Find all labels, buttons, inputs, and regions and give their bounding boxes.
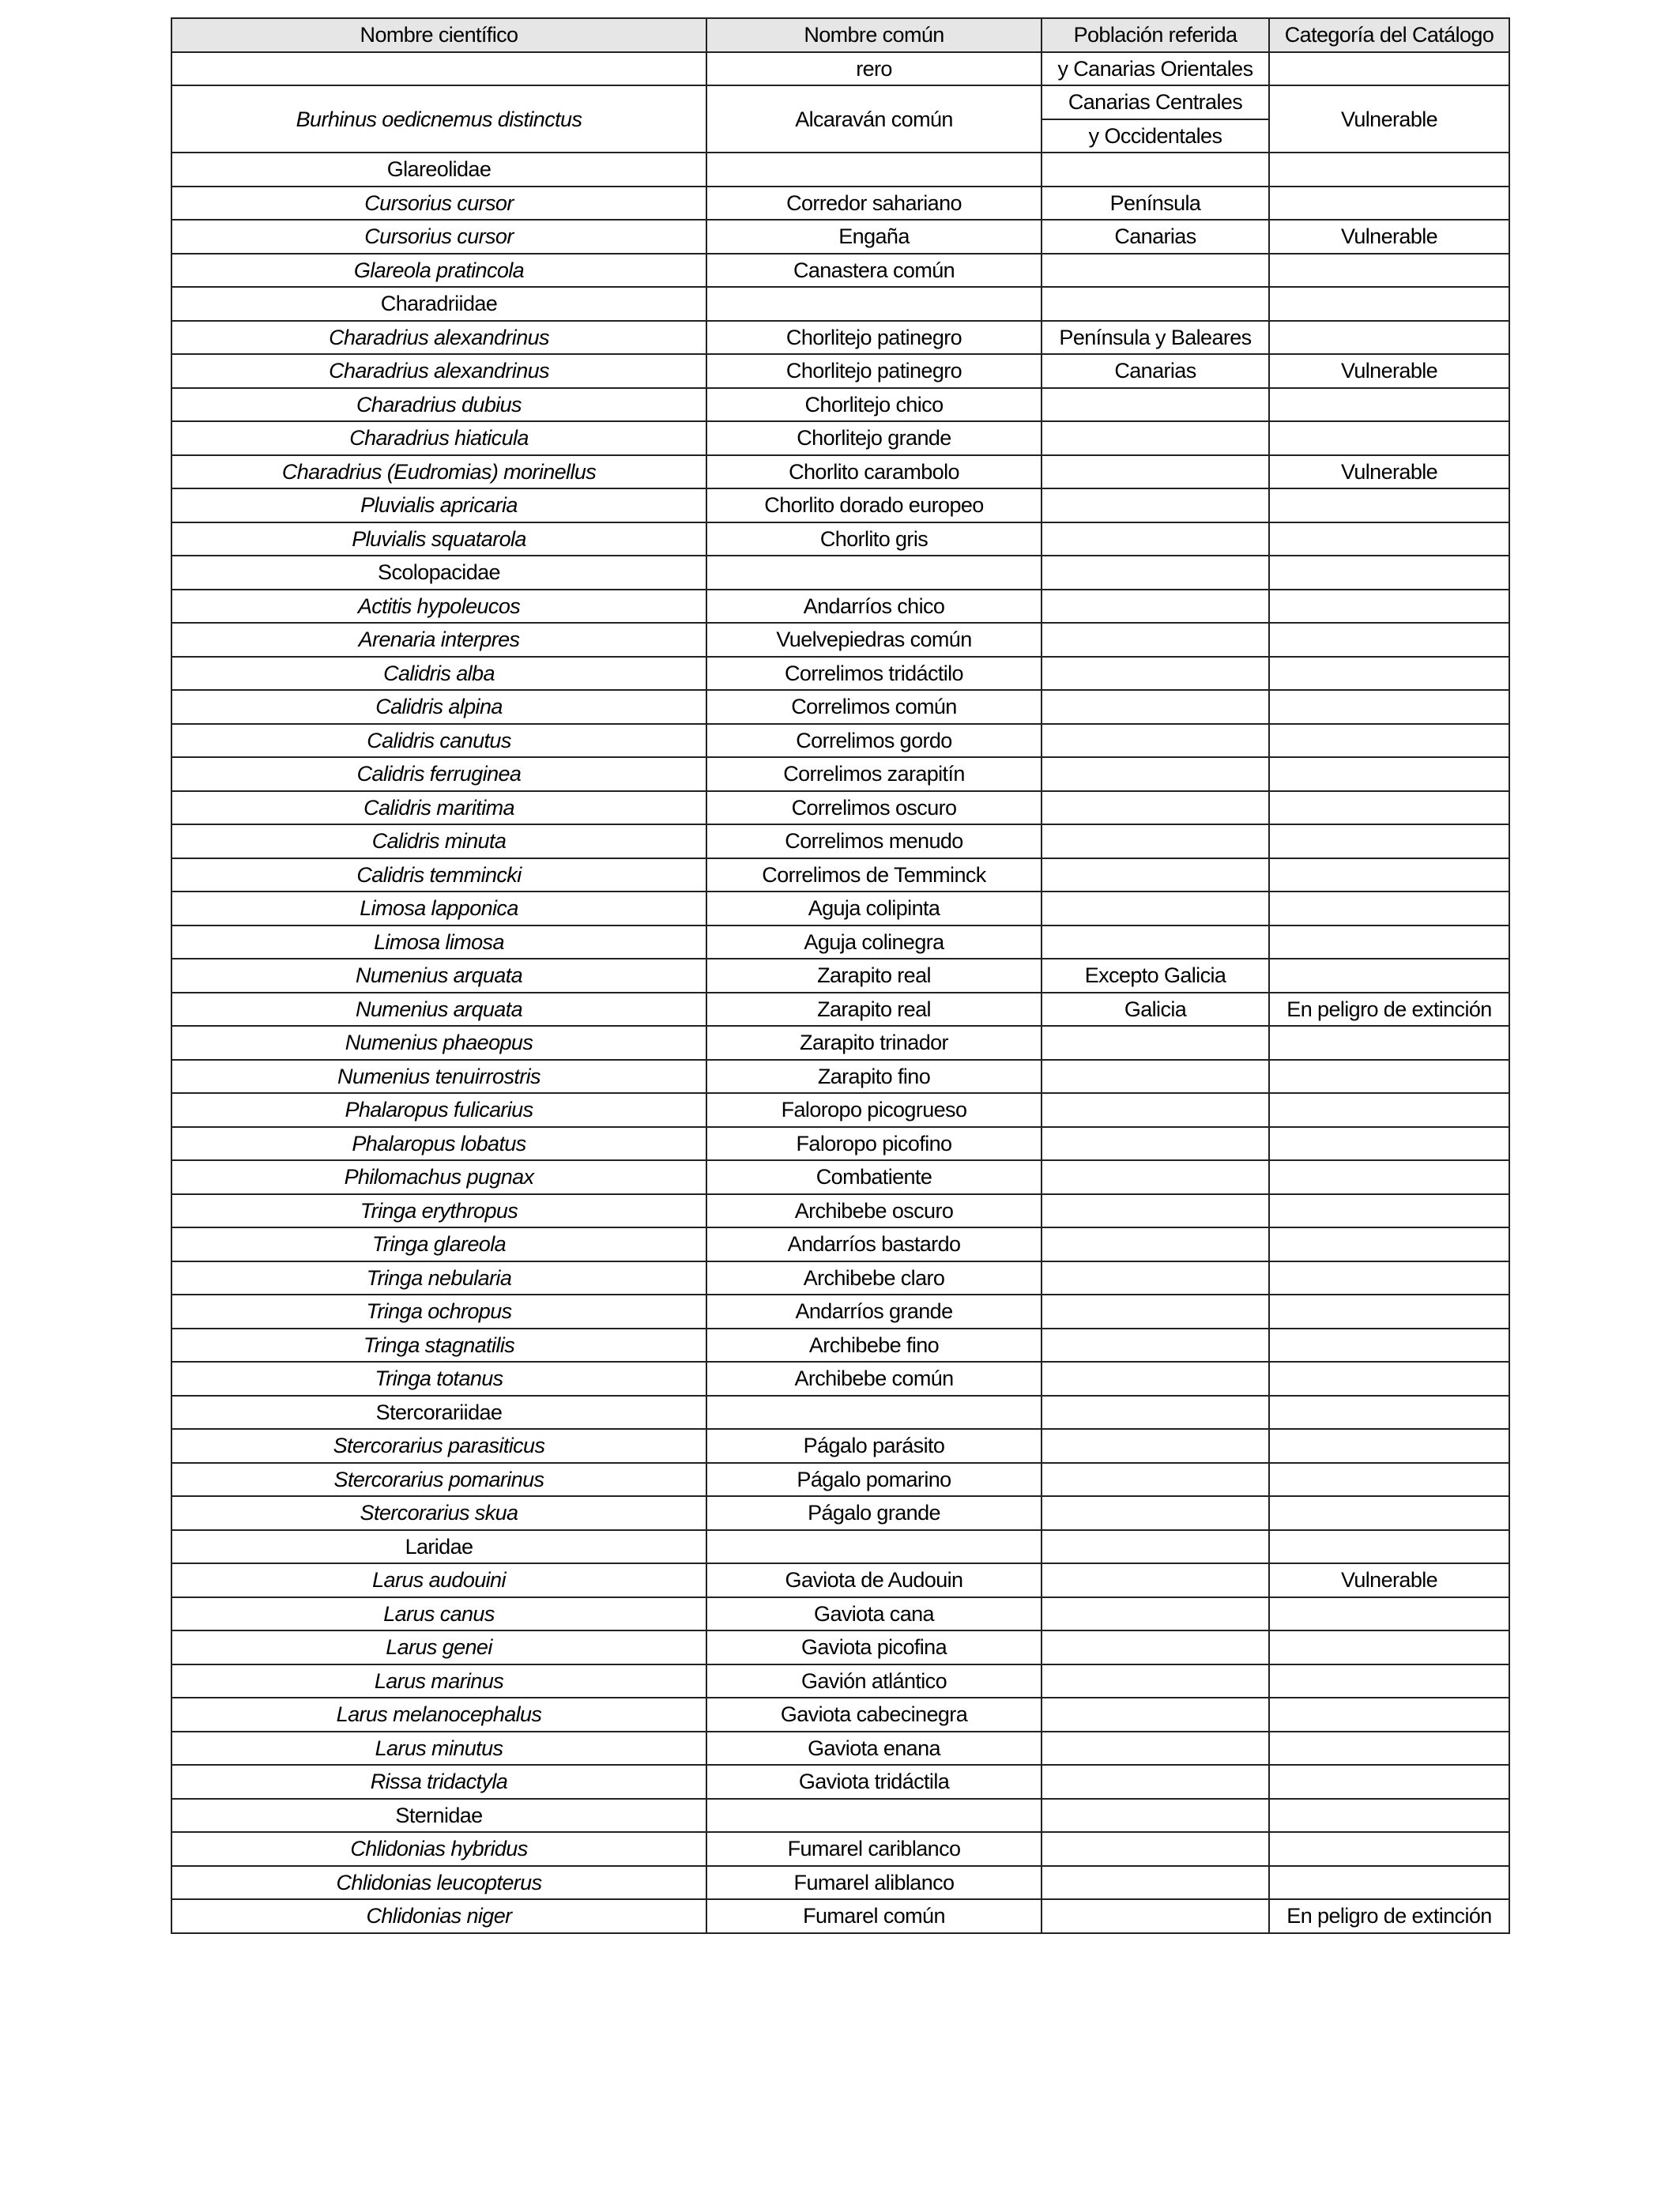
cell-scientific-name: Chlidonias leucopterus bbox=[171, 1866, 706, 1900]
cell-category bbox=[1269, 1194, 1509, 1228]
cell-category bbox=[1269, 757, 1509, 791]
table-row bbox=[171, 925, 1509, 959]
cell-population: Canarias Centrales bbox=[1042, 85, 1269, 119]
cell-population bbox=[1042, 1429, 1269, 1463]
cell-common-name bbox=[706, 1799, 1042, 1833]
cell-common-name: Correlimos común bbox=[706, 690, 1042, 724]
cell-population bbox=[1042, 522, 1269, 556]
cell-category bbox=[1269, 52, 1509, 86]
cell-common-name: Engaña bbox=[706, 220, 1042, 254]
cell-common-name: Gaviota tridáctila bbox=[706, 1765, 1042, 1799]
cell-population bbox=[1042, 858, 1269, 892]
family-row bbox=[171, 556, 1509, 590]
family-row bbox=[171, 153, 1509, 187]
cell-population bbox=[1042, 1732, 1269, 1766]
table-row bbox=[171, 1664, 1509, 1698]
cell-scientific-name: Stercorarius parasiticus bbox=[171, 1429, 706, 1463]
header-common-name: Nombre común bbox=[706, 18, 1042, 52]
cell-common-name bbox=[706, 153, 1042, 187]
cell-population bbox=[1042, 153, 1269, 187]
cell-scientific-name: Calidris maritima bbox=[171, 791, 706, 825]
table-row bbox=[171, 1329, 1509, 1363]
cell-scientific-name: Charadriidae bbox=[171, 287, 706, 321]
cell-population bbox=[1042, 254, 1269, 288]
cell-common-name: Andarríos bastardo bbox=[706, 1227, 1042, 1261]
table-row bbox=[171, 1127, 1509, 1161]
cell-common-name: Zarapito fino bbox=[706, 1060, 1042, 1094]
cell-common-name: Vuelvepiedras común bbox=[706, 623, 1042, 657]
cell-scientific-name: Philomachus pugnax bbox=[171, 1160, 706, 1194]
table-row bbox=[171, 187, 1509, 221]
table-row bbox=[171, 1899, 1509, 1933]
cell-category: En peligro de extinción bbox=[1269, 993, 1509, 1027]
table-row bbox=[171, 321, 1509, 355]
table-row bbox=[171, 1194, 1509, 1228]
cell-common-name: Correlimos menudo bbox=[706, 824, 1042, 858]
cell-category bbox=[1269, 1127, 1509, 1161]
cell-category bbox=[1269, 1597, 1509, 1631]
cell-population bbox=[1042, 690, 1269, 724]
cell-scientific-name: Limosa lapponica bbox=[171, 892, 706, 925]
table-row bbox=[171, 354, 1509, 388]
cell-population bbox=[1042, 724, 1269, 758]
cell-scientific-name: Glareolidae bbox=[171, 153, 706, 187]
cell-category: Vulnerable bbox=[1269, 85, 1509, 153]
cell-common-name: Combatiente bbox=[706, 1160, 1042, 1194]
cell-population bbox=[1042, 1698, 1269, 1732]
table-row bbox=[171, 1866, 1509, 1900]
cell-common-name bbox=[706, 1530, 1042, 1564]
cell-scientific-name: Burhinus oedicnemus distinctus bbox=[171, 85, 706, 153]
cell-population bbox=[1042, 1261, 1269, 1295]
cell-population: Canarias bbox=[1042, 354, 1269, 388]
cell-category bbox=[1269, 690, 1509, 724]
cell-scientific-name: Pluvialis apricaria bbox=[171, 488, 706, 522]
cell-scientific-name: Calidris ferruginea bbox=[171, 757, 706, 791]
cell-population bbox=[1042, 556, 1269, 590]
table-row bbox=[171, 1832, 1509, 1866]
cell-category bbox=[1269, 388, 1509, 422]
cell-population bbox=[1042, 455, 1269, 489]
cell-category bbox=[1269, 187, 1509, 221]
cell-common-name: Zarapito real bbox=[706, 959, 1042, 993]
cell-category bbox=[1269, 590, 1509, 624]
cell-scientific-name: Laridae bbox=[171, 1530, 706, 1564]
cell-population bbox=[1042, 1362, 1269, 1396]
family-row bbox=[171, 287, 1509, 321]
cell-population bbox=[1042, 757, 1269, 791]
table-row bbox=[171, 1732, 1509, 1766]
cell-common-name: Gaviota cana bbox=[706, 1597, 1042, 1631]
cell-category bbox=[1269, 1060, 1509, 1094]
cell-scientific-name: Rissa tridactyla bbox=[171, 1765, 706, 1799]
cell-scientific-name: Tringa erythropus bbox=[171, 1194, 706, 1228]
cell-category bbox=[1269, 1530, 1509, 1564]
table-row bbox=[171, 388, 1509, 422]
cell-scientific-name: Tringa stagnatilis bbox=[171, 1329, 706, 1363]
cell-population: Excepto Galicia bbox=[1042, 959, 1269, 993]
cell-category bbox=[1269, 153, 1509, 187]
header-population: Población referida bbox=[1042, 18, 1269, 52]
cell-category bbox=[1269, 1261, 1509, 1295]
cell-category bbox=[1269, 1732, 1509, 1766]
cell-scientific-name: Calidris alpina bbox=[171, 690, 706, 724]
table-row bbox=[171, 1026, 1509, 1060]
cell-population bbox=[1042, 1866, 1269, 1900]
cell-population bbox=[1042, 1329, 1269, 1363]
cell-common-name: Chorlito carambolo bbox=[706, 455, 1042, 489]
cell-scientific-name: Arenaria interpres bbox=[171, 623, 706, 657]
table-body bbox=[171, 52, 1509, 1933]
cell-scientific-name: Larus minutus bbox=[171, 1732, 706, 1766]
cell-common-name: Archibebe oscuro bbox=[706, 1194, 1042, 1228]
cell-common-name: Corredor sahariano bbox=[706, 187, 1042, 221]
cell-category bbox=[1269, 1496, 1509, 1530]
table-row bbox=[171, 824, 1509, 858]
table-row bbox=[171, 993, 1509, 1027]
cell-category bbox=[1269, 824, 1509, 858]
table-row bbox=[171, 1463, 1509, 1497]
cell-category bbox=[1269, 1799, 1509, 1833]
cell-scientific-name: Limosa limosa bbox=[171, 925, 706, 959]
table-row bbox=[171, 455, 1509, 489]
cell-common-name: Faloropo picofino bbox=[706, 1127, 1042, 1161]
cell-common-name: Alcaraván común bbox=[706, 85, 1042, 153]
cell-population: Galicia bbox=[1042, 993, 1269, 1027]
cell-category: Vulnerable bbox=[1269, 220, 1509, 254]
cell-category bbox=[1269, 522, 1509, 556]
cell-scientific-name: Charadrius hiaticula bbox=[171, 421, 706, 455]
cell-category bbox=[1269, 1866, 1509, 1900]
cell-scientific-name: Stercorarius skua bbox=[171, 1496, 706, 1530]
table-row bbox=[171, 1496, 1509, 1530]
cell-scientific-name: Chlidonias hybridus bbox=[171, 1832, 706, 1866]
cell-category bbox=[1269, 1295, 1509, 1329]
cell-category: En peligro de extinción bbox=[1269, 1899, 1509, 1933]
cell-scientific-name: Glareola pratincola bbox=[171, 254, 706, 288]
cell-scientific-name: Larus melanocephalus bbox=[171, 1698, 706, 1732]
table-row bbox=[171, 858, 1509, 892]
cell-scientific-name: Phalaropus lobatus bbox=[171, 1127, 706, 1161]
cell-common-name: Chorlitejo grande bbox=[706, 421, 1042, 455]
cell-category bbox=[1269, 892, 1509, 925]
cell-population bbox=[1042, 824, 1269, 858]
cell-common-name: Zarapito real bbox=[706, 993, 1042, 1027]
cell-population: Península bbox=[1042, 187, 1269, 221]
cell-population bbox=[1042, 1496, 1269, 1530]
cell-category bbox=[1269, 421, 1509, 455]
table-row bbox=[171, 1563, 1509, 1597]
cell-category bbox=[1269, 556, 1509, 590]
table-row bbox=[171, 959, 1509, 993]
cell-category bbox=[1269, 1026, 1509, 1060]
table-row bbox=[171, 1765, 1509, 1799]
header-row bbox=[171, 18, 1509, 52]
table-header bbox=[171, 18, 1509, 52]
cell-category bbox=[1269, 254, 1509, 288]
cell-population: Península y Baleares bbox=[1042, 321, 1269, 355]
family-row bbox=[171, 1799, 1509, 1833]
table-row bbox=[171, 690, 1509, 724]
cell-population bbox=[1042, 421, 1269, 455]
cell-population bbox=[1042, 1597, 1269, 1631]
cell-category: Vulnerable bbox=[1269, 455, 1509, 489]
cell-scientific-name: Tringa totanus bbox=[171, 1362, 706, 1396]
cell-common-name bbox=[706, 287, 1042, 321]
table-row bbox=[171, 1261, 1509, 1295]
cell-scientific-name: Chlidonias niger bbox=[171, 1899, 706, 1933]
table-row bbox=[171, 623, 1509, 657]
cell-scientific-name: Cursorius cursor bbox=[171, 187, 706, 221]
cell-population bbox=[1042, 1463, 1269, 1497]
cell-common-name: Gaviota cabecinegra bbox=[706, 1698, 1042, 1732]
cell-common-name: Zarapito trinador bbox=[706, 1026, 1042, 1060]
cell-common-name: Archibebe fino bbox=[706, 1329, 1042, 1363]
cell-category bbox=[1269, 791, 1509, 825]
table-row bbox=[171, 1060, 1509, 1094]
cell-population bbox=[1042, 1899, 1269, 1933]
cell-category bbox=[1269, 1429, 1509, 1463]
cell-common-name bbox=[706, 556, 1042, 590]
cell-category bbox=[1269, 1630, 1509, 1664]
cell-category bbox=[1269, 724, 1509, 758]
cell-category bbox=[1269, 623, 1509, 657]
table-row bbox=[171, 892, 1509, 925]
cell-common-name: Faloropo picogrueso bbox=[706, 1093, 1042, 1127]
table-row bbox=[171, 1295, 1509, 1329]
family-row bbox=[171, 1396, 1509, 1430]
cell-common-name: Fumarel cariblanco bbox=[706, 1832, 1042, 1866]
cell-scientific-name: Charadrius alexandrinus bbox=[171, 321, 706, 355]
cell-category bbox=[1269, 1396, 1509, 1430]
table-row bbox=[171, 1227, 1509, 1261]
table-row bbox=[171, 220, 1509, 254]
cell-population: y Canarias Orientales bbox=[1042, 52, 1269, 86]
cell-population bbox=[1042, 287, 1269, 321]
cell-population bbox=[1042, 1093, 1269, 1127]
cell-scientific-name: Sternidae bbox=[171, 1799, 706, 1833]
table-row bbox=[171, 791, 1509, 825]
cell-scientific-name: Larus audouini bbox=[171, 1563, 706, 1597]
cell-category bbox=[1269, 1362, 1509, 1396]
cell-common-name: Chorlito gris bbox=[706, 522, 1042, 556]
cell-scientific-name: Tringa ochropus bbox=[171, 1295, 706, 1329]
cell-common-name: Archibebe común bbox=[706, 1362, 1042, 1396]
cell-common-name: Aguja colipinta bbox=[706, 892, 1042, 925]
cell-population bbox=[1042, 1295, 1269, 1329]
cell-population bbox=[1042, 925, 1269, 959]
cell-scientific-name: Larus canus bbox=[171, 1597, 706, 1631]
cell-scientific-name: Calidris minuta bbox=[171, 824, 706, 858]
cell-population bbox=[1042, 1227, 1269, 1261]
cell-scientific-name: Tringa glareola bbox=[171, 1227, 706, 1261]
cell-category bbox=[1269, 858, 1509, 892]
cell-population bbox=[1042, 590, 1269, 624]
cell-scientific-name: Stercorarius pomarinus bbox=[171, 1463, 706, 1497]
table-row bbox=[171, 421, 1509, 455]
table-row bbox=[171, 1160, 1509, 1194]
table-row bbox=[171, 1698, 1509, 1732]
cell-scientific-name: Calidris temmincki bbox=[171, 858, 706, 892]
cell-common-name: Gaviota enana bbox=[706, 1732, 1042, 1766]
cell-common-name: Gaviota picofina bbox=[706, 1630, 1042, 1664]
cell-category bbox=[1269, 959, 1509, 993]
header-scientific-name: Nombre científico bbox=[171, 18, 706, 52]
cell-category bbox=[1269, 1160, 1509, 1194]
cell-scientific-name: Larus marinus bbox=[171, 1664, 706, 1698]
cell-common-name: Págalo grande bbox=[706, 1496, 1042, 1530]
table-row bbox=[171, 1362, 1509, 1396]
cell-population: Canarias bbox=[1042, 220, 1269, 254]
cell-scientific-name: Scolopacidae bbox=[171, 556, 706, 590]
cell-scientific-name bbox=[171, 52, 706, 86]
cell-scientific-name: Stercorariidae bbox=[171, 1396, 706, 1430]
cell-category bbox=[1269, 1664, 1509, 1698]
table-row bbox=[171, 757, 1509, 791]
cell-population bbox=[1042, 623, 1269, 657]
cell-population bbox=[1042, 1530, 1269, 1564]
cell-common-name: Chorlitejo patinegro bbox=[706, 321, 1042, 355]
cell-common-name: Chorlitejo chico bbox=[706, 388, 1042, 422]
cell-common-name: Gavión atlántico bbox=[706, 1664, 1042, 1698]
cell-population bbox=[1042, 657, 1269, 691]
cell-category bbox=[1269, 1698, 1509, 1732]
cell-scientific-name: Calidris canutus bbox=[171, 724, 706, 758]
table-row bbox=[171, 657, 1509, 691]
cell-common-name: Correlimos gordo bbox=[706, 724, 1042, 758]
cell-population bbox=[1042, 1832, 1269, 1866]
cell-category bbox=[1269, 321, 1509, 355]
cell-category: Vulnerable bbox=[1269, 1563, 1509, 1597]
cell-population bbox=[1042, 1799, 1269, 1833]
cell-population bbox=[1042, 1765, 1269, 1799]
cell-common-name: Gaviota de Audouin bbox=[706, 1563, 1042, 1597]
cell-population: y Occidentales bbox=[1042, 119, 1269, 153]
cell-common-name: Archibebe claro bbox=[706, 1261, 1042, 1295]
cell-population bbox=[1042, 1060, 1269, 1094]
cell-category bbox=[1269, 1329, 1509, 1363]
cell-category bbox=[1269, 657, 1509, 691]
cell-common-name: Andarríos chico bbox=[706, 590, 1042, 624]
table-row bbox=[171, 254, 1509, 288]
cell-scientific-name: Larus genei bbox=[171, 1630, 706, 1664]
cell-common-name: Andarríos grande bbox=[706, 1295, 1042, 1329]
table-row bbox=[171, 488, 1509, 522]
cell-population bbox=[1042, 388, 1269, 422]
cell-scientific-name: Phalaropus fulicarius bbox=[171, 1093, 706, 1127]
table-row bbox=[171, 1597, 1509, 1631]
table-row bbox=[171, 1429, 1509, 1463]
table-row bbox=[171, 724, 1509, 758]
cell-scientific-name: Tringa nebularia bbox=[171, 1261, 706, 1295]
cell-common-name: Correlimos tridáctilo bbox=[706, 657, 1042, 691]
cell-common-name: Correlimos zarapitín bbox=[706, 757, 1042, 791]
header-catalog-category: Categoría del Catálogo bbox=[1269, 18, 1509, 52]
cell-scientific-name: Calidris alba bbox=[171, 657, 706, 691]
cell-scientific-name: Cursorius cursor bbox=[171, 220, 706, 254]
cell-population bbox=[1042, 1127, 1269, 1161]
cell-scientific-name: Charadrius (Eudromias) morinellus bbox=[171, 455, 706, 489]
cell-category bbox=[1269, 1832, 1509, 1866]
cell-population bbox=[1042, 1563, 1269, 1597]
cell-population bbox=[1042, 1664, 1269, 1698]
cell-category bbox=[1269, 1765, 1509, 1799]
cell-category bbox=[1269, 488, 1509, 522]
cell-scientific-name: Pluvialis squatarola bbox=[171, 522, 706, 556]
species-catalog-table bbox=[171, 17, 1510, 1934]
cell-scientific-name: Charadrius dubius bbox=[171, 388, 706, 422]
cell-common-name: Aguja colinegra bbox=[706, 925, 1042, 959]
cell-common-name: Fumarel aliblanco bbox=[706, 1866, 1042, 1900]
cell-population bbox=[1042, 488, 1269, 522]
cell-common-name: Chorlito dorado europeo bbox=[706, 488, 1042, 522]
table-row bbox=[171, 1093, 1509, 1127]
cell-population bbox=[1042, 1026, 1269, 1060]
table-row bbox=[171, 52, 1509, 86]
cell-common-name: Fumarel común bbox=[706, 1899, 1042, 1933]
cell-population bbox=[1042, 791, 1269, 825]
cell-common-name bbox=[706, 1396, 1042, 1430]
table-row bbox=[171, 522, 1509, 556]
cell-scientific-name: Charadrius alexandrinus bbox=[171, 354, 706, 388]
cell-population bbox=[1042, 892, 1269, 925]
cell-population bbox=[1042, 1396, 1269, 1430]
cell-population bbox=[1042, 1630, 1269, 1664]
cell-population bbox=[1042, 1194, 1269, 1228]
table-row bbox=[171, 590, 1509, 624]
cell-common-name: Págalo pomarino bbox=[706, 1463, 1042, 1497]
cell-common-name: Págalo parásito bbox=[706, 1429, 1042, 1463]
cell-category bbox=[1269, 925, 1509, 959]
cell-common-name: rero bbox=[706, 52, 1042, 86]
table-row bbox=[171, 85, 1509, 119]
cell-category: Vulnerable bbox=[1269, 354, 1509, 388]
cell-category bbox=[1269, 1463, 1509, 1497]
cell-scientific-name: Numenius arquata bbox=[171, 959, 706, 993]
cell-scientific-name: Numenius tenuirrostris bbox=[171, 1060, 706, 1094]
table-row bbox=[171, 1630, 1509, 1664]
cell-category bbox=[1269, 287, 1509, 321]
cell-common-name: Chorlitejo patinegro bbox=[706, 354, 1042, 388]
cell-common-name: Correlimos oscuro bbox=[706, 791, 1042, 825]
cell-category bbox=[1269, 1227, 1509, 1261]
cell-common-name: Correlimos de Temminck bbox=[706, 858, 1042, 892]
cell-population bbox=[1042, 1160, 1269, 1194]
cell-scientific-name: Numenius phaeopus bbox=[171, 1026, 706, 1060]
cell-common-name: Canastera común bbox=[706, 254, 1042, 288]
cell-category bbox=[1269, 1093, 1509, 1127]
family-row bbox=[171, 1530, 1509, 1564]
cell-scientific-name: Numenius arquata bbox=[171, 993, 706, 1027]
cell-scientific-name: Actitis hypoleucos bbox=[171, 590, 706, 624]
